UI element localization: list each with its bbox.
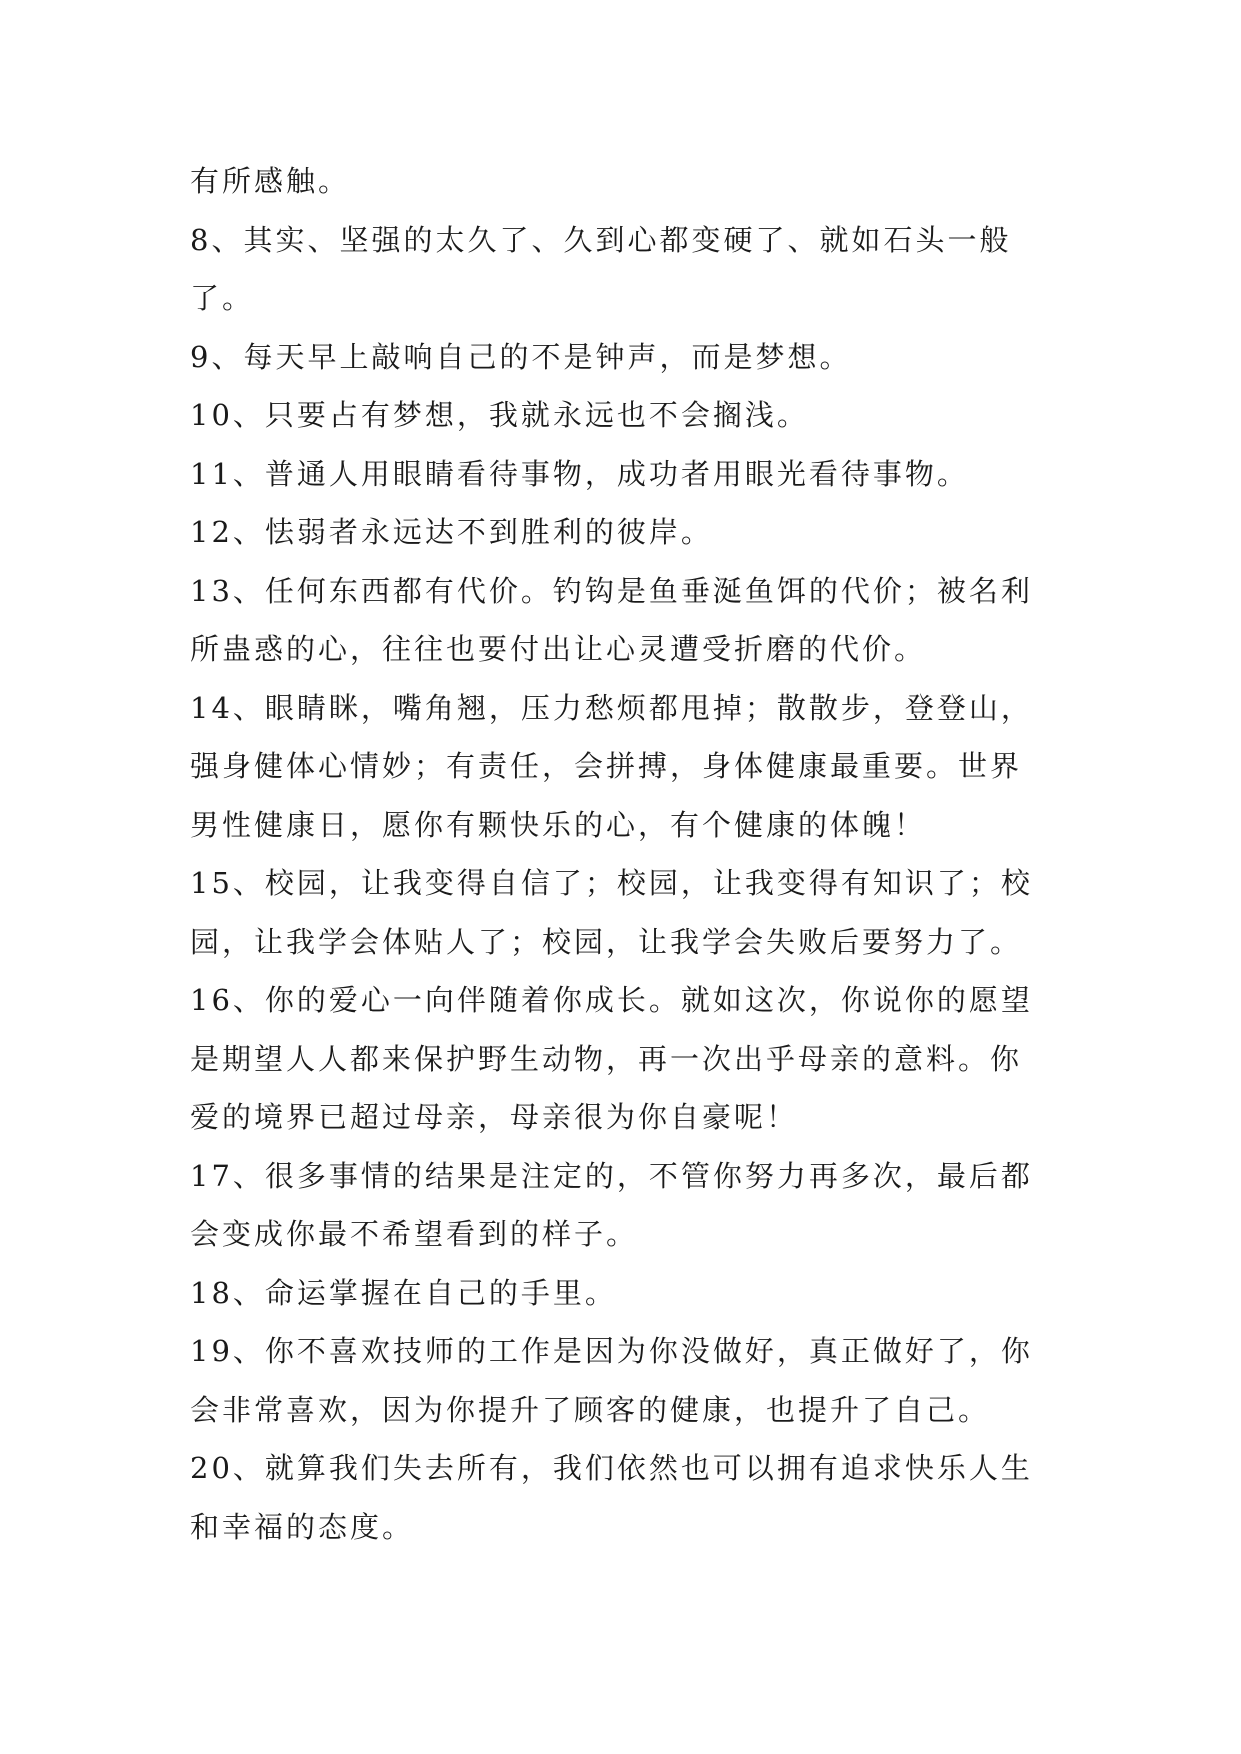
text-line: 8、其实、坚强的太久了、久到心都变硬了、就如石头一般: [190, 222, 1012, 257]
text-line: 10、只要占有梦想，我就永远也不会搁浅。: [190, 398, 809, 432]
paragraph-p16: [190, 971, 1070, 1147]
text-line: 16、你的爱心一向伴随着你成长。就如这次，你说你的愿望: [190, 983, 1033, 1017]
paragraph-p14: [190, 679, 1070, 855]
paragraph-p17: [190, 1147, 1070, 1264]
text-line: 20、就算我们失去所有，我们依然也可以拥有追求快乐人生: [190, 1451, 1033, 1485]
paragraph-p20: [190, 1439, 1070, 1556]
paragraph-p9: [190, 328, 1070, 387]
text-line: 19、你不喜欢技师的工作是因为你没做好，真正做好了，你: [190, 1334, 1033, 1368]
paragraph-p19: [190, 1322, 1070, 1439]
text-line: 强身健体心情妙；有责任，会拼搏，身体健康最重要。世界: [190, 749, 1023, 783]
text-line: 园，让我学会体贴人了；校园，让我学会失败后要努力了。: [190, 924, 1023, 959]
paragraph-p10: [190, 386, 1070, 445]
text-line: 有所感触。: [190, 164, 351, 198]
text-line: 爱的境界已超过母亲，母亲很为你自豪呢！: [190, 1100, 799, 1134]
text-line: 11、普通人用眼睛看待事物，成功者用眼光看待事物。: [190, 456, 969, 491]
paragraph-p13: [190, 562, 1070, 679]
paragraph-p8: [190, 211, 1070, 328]
paragraph-p0: [190, 152, 1070, 211]
paragraph-p18: [190, 1264, 1070, 1323]
text-line: 14、眼睛眯，嘴角翘，压力愁烦都甩掉；散散步，登登山，: [190, 690, 1033, 725]
paragraph-p12: [190, 503, 1070, 562]
text-line: 18、命运掌握在自己的手里。: [190, 1275, 617, 1310]
text-line: 了。: [190, 281, 255, 315]
document-page: [190, 152, 1070, 1556]
text-line: 17、很多事情的结果是注定的，不管你努力再多次，最后都: [190, 1158, 1033, 1193]
text-line: 所蛊惑的心，往往也要付出让心灵遭受折磨的代价。: [190, 632, 927, 666]
text-line: 会变成你最不希望看到的样子。: [190, 1217, 639, 1251]
paragraph-list: [190, 152, 1070, 1556]
paragraph-p15: [190, 854, 1070, 971]
paragraph-p11: [190, 445, 1070, 504]
text-line: 是期望人人都来保护野生动物，再一次出乎母亲的意料。你: [190, 1041, 1023, 1076]
text-line: 会非常喜欢，因为你提升了顾客的健康，也提升了自己。: [190, 1392, 991, 1427]
text-line: 和幸福的态度。: [190, 1509, 415, 1544]
text-line: 9、每天早上敲响自己的不是钟声，而是梦想。: [190, 339, 852, 374]
text-line: 12、怯弱者永远达不到胜利的彼岸。: [190, 515, 713, 549]
text-line: 13、任何东西都有代价。钓钩是鱼垂涎鱼饵的代价；被名利: [190, 573, 1033, 608]
text-line: 男性健康日，愿你有颗快乐的心，有个健康的体魄！: [190, 807, 927, 842]
text-line: 15、校园，让我变得自信了；校园，让我变得有知识了；校: [190, 866, 1033, 900]
